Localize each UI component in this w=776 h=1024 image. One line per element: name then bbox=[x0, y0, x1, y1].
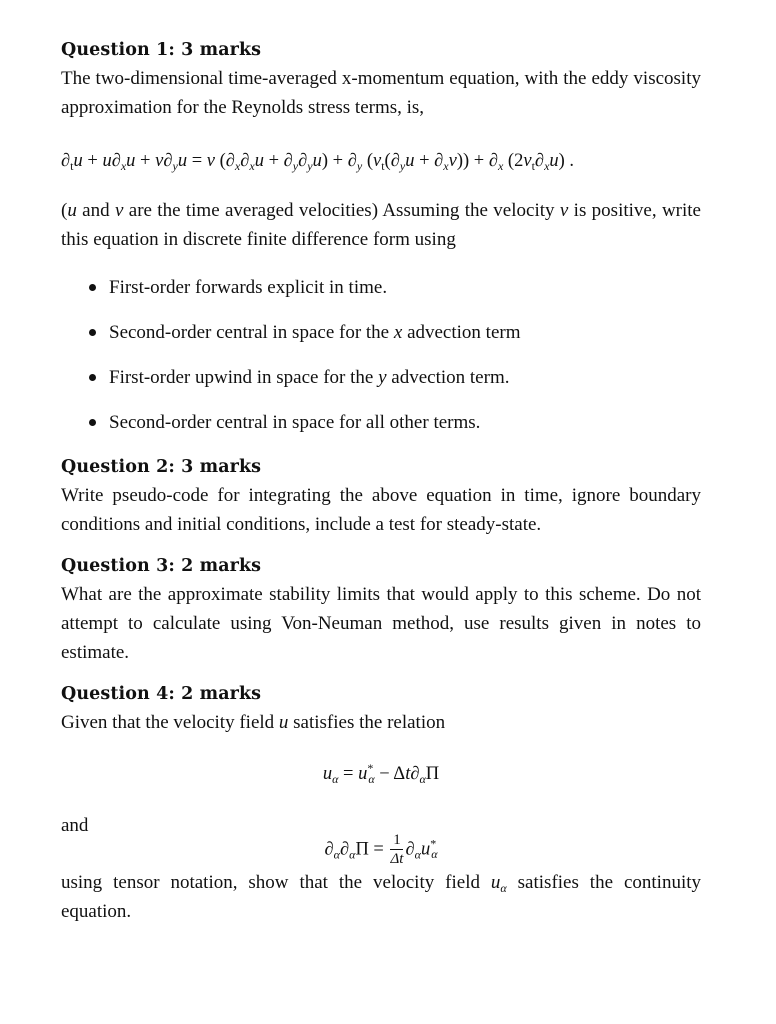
pressure-poisson-equation: $\partial_\alpha\partial_\alpha\Pi$ = $\frac{1}{\Delta t}$ $\partial_\alpha u^*_\alpha$ bbox=[324, 832, 438, 867]
question-2-text: Write pseudo-code for integrating the above equation in time, ignore boundary conditions and initial conditions, include a test for steady-state. bbox=[61, 485, 701, 535]
momentum-equation: $\partial_tu + u\partial_xu + v\partial_yu = \nu$ $(\partial_x\partial_xu + \partial_y\partial_yu) + \partial_y$ $(\nu_t(\partial_yu + \partial_xv)) + \partial_x$ $(2\nu_t\partial_xu)$ . bbox=[61, 151, 575, 173]
fraction bbox=[390, 832, 403, 868]
question-4-intro: Given that the velocity field u satisfies the relation bbox=[61, 712, 446, 733]
question-4-conclusion: using tensor notation, show that the velocity field $u_\alpha$ satisfies the continuity equation. bbox=[61, 872, 701, 922]
bullet-icon bbox=[89, 374, 96, 381]
question-3-heading: Question 3: 2 marks bbox=[61, 556, 262, 576]
list-item: First-order upwind in space for the y advection term. bbox=[89, 363, 701, 392]
list-item: First-order forwards explicit in time. bbox=[89, 273, 701, 302]
fraction-numerator: 1 bbox=[390, 832, 403, 850]
question-1-followup: (u and v are the time averaged velocities) Assuming the velocity v is positive, write this equation in discrete finite difference form using bbox=[61, 200, 701, 250]
list-item: Second-order central in space for all other terms. bbox=[89, 408, 701, 437]
velocity-relation-equation: $u_\alpha = u^*_\alpha - \Delta t\partial_\alpha\Pi$ bbox=[322, 761, 440, 786]
bullet-icon bbox=[89, 284, 96, 291]
question-3-text: What are the approximate stability limits that would apply to this scheme. Do not attempt to calculate using Von-Neuman method, use results given in notes to estimate. bbox=[61, 584, 701, 663]
question-4-heading: Question 4: 2 marks bbox=[61, 684, 262, 704]
document-page bbox=[61, 36, 701, 926]
scheme-list bbox=[61, 273, 701, 437]
bullet-icon bbox=[89, 329, 96, 336]
question-1-intro: The two-dimensional time-averaged x-momentum equation, with the eddy viscosity approximation for the Reynolds stress terms, is, bbox=[61, 68, 701, 118]
question-1-heading: Question 1: 3 marks bbox=[61, 40, 262, 60]
list-item: Second-order central in space for the x advection term bbox=[89, 318, 701, 347]
question-2-heading: Question 2: 3 marks bbox=[61, 457, 262, 477]
and-label: and bbox=[61, 815, 89, 836]
fraction-denominator: Δt bbox=[390, 851, 404, 867]
bullet-icon bbox=[89, 419, 96, 426]
